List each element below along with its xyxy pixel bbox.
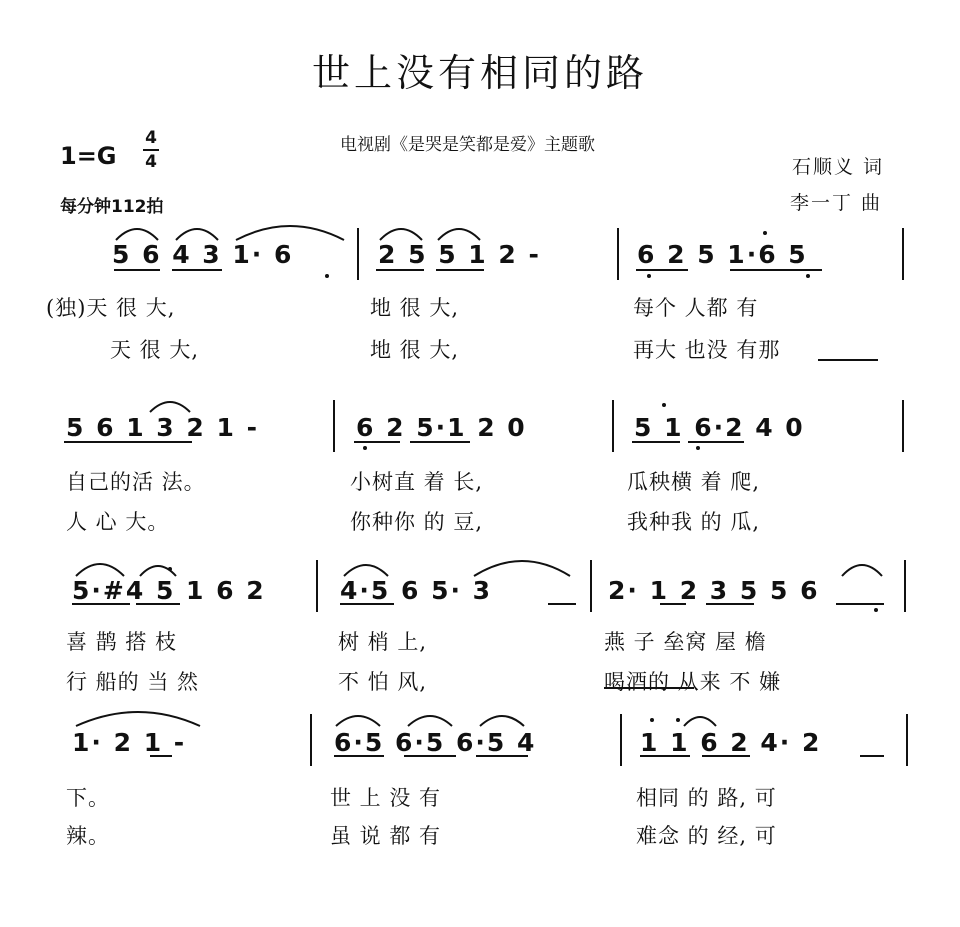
lyrics-r2-m1-v1: 自己的活 法。 (66, 470, 206, 494)
low-octave-dot (363, 446, 367, 450)
tempo-marking: 每分钟112拍 (60, 197, 164, 217)
lyrics-r1-m1-v1: (独)天 很 大, (46, 296, 176, 320)
notes-r2-m3: 5 1 6·2 4 0 (634, 413, 805, 442)
high-octave-dot (650, 718, 654, 722)
slur (150, 402, 190, 412)
notes-r1-m1: 5 6 4 3 1· 6 (112, 240, 294, 269)
lyrics-r1-m2-v1: 地 很 大, (370, 296, 460, 320)
key-signature: 1=G (60, 142, 117, 170)
lyrics-r4-m1-v2: 辣。 (66, 824, 110, 848)
lyrics-r3-m3-v1: 燕 子 垒窝 屋 檐 (604, 630, 767, 654)
notes-r3-m3: 2· 1 2 3 5 5 6 (608, 576, 820, 605)
lyrics-r3-m2-v2: 不 怕 风, (338, 670, 428, 694)
low-octave-dot (874, 608, 878, 612)
song-subtitle: 电视剧《是哭是笑都是爱》主题歌 (340, 135, 595, 155)
slur (116, 229, 158, 240)
slur (336, 716, 380, 726)
slur (76, 564, 124, 576)
lyrics-r3-m3-v2: 喝酒的 从来 不 嫌 (604, 670, 782, 694)
notes-r4-m1: 1· 2 1 - (72, 728, 187, 757)
lyrics-r4-m2-v2: 虽 说 都 有 (330, 824, 442, 848)
composer-credit: 李一丁 曲 (790, 192, 883, 214)
lyrics-r3-m2-v1: 树 梢 上, (338, 630, 428, 654)
lyrics-r2-m3-v1: 瓜秧横 着 爬, (627, 470, 761, 494)
notes-r4-m2: 6·5 6·5 6·5 4 (334, 728, 537, 757)
slur (344, 565, 388, 576)
low-octave-dot (806, 274, 810, 278)
notes-r3-m2: 4·5 6 5· 3 (340, 576, 493, 605)
lyrics-r3-m1-v2: 行 船的 当 然 (66, 670, 200, 694)
slur (684, 717, 716, 726)
high-octave-dot (662, 403, 666, 407)
lyrics-r1-m1-v2: 天 很 大, (110, 338, 200, 362)
time-signature-bottom: 4 (145, 152, 157, 172)
low-octave-dot (647, 274, 651, 278)
lyrics-r1-m3-v1: 每个 人都 有 (633, 296, 759, 320)
time-signature-top: 4 (145, 128, 157, 148)
notes-r1-m3: 6 2 5 1·6 5 (637, 240, 808, 269)
notes-r2-m1: 5 6 1 3 2 1 - (66, 413, 259, 442)
song-title: 世上没有相同的路 (311, 51, 648, 95)
slur (474, 561, 570, 576)
high-octave-dot (676, 718, 680, 722)
lyricist-credit: 石顺义 词 (792, 156, 885, 178)
lyrics-r4-m2-v1: 世 上 没 有 (330, 786, 442, 810)
lyrics-r1-m2-v2: 地 很 大, (370, 338, 460, 362)
lyrics-r2-m1-v2: 人 心 大。 (66, 510, 170, 534)
notes-r2-m2: 6 2 5·1 2 0 (356, 413, 527, 442)
lyrics-r4-m3-v2: 难念 的 经, 可 (636, 824, 777, 848)
lyrics-r2-m2-v2: 你种你 的 豆, (350, 510, 484, 534)
slur (176, 229, 218, 240)
slur (408, 716, 452, 726)
lyrics-r1-m3-v2: 再大 也没 有那 (633, 338, 781, 362)
slur (438, 229, 480, 240)
notes-r4-m3: 1 1 6 2 4· 2 (640, 728, 822, 757)
high-octave-dot (168, 567, 172, 571)
lyrics-r3-m1-v1: 喜 鹊 搭 枝 (66, 630, 178, 654)
lyrics-r4-m3-v1: 相同 的 路, 可 (636, 786, 777, 810)
lyrics-r4-m1-v1: 下。 (66, 786, 110, 810)
low-octave-dot (325, 274, 329, 278)
lyrics-r2-m2-v1: 小树直 着 长, (350, 470, 484, 494)
slur (76, 712, 200, 726)
notes-r3-m1: 5·#4 5 1 6 2 (72, 576, 266, 605)
lyrics-r2-m3-v2: 我种我 的 瓜, (627, 510, 761, 534)
slur (380, 229, 422, 240)
low-octave-dot (696, 446, 700, 450)
high-octave-dot (763, 231, 767, 235)
notes-r1-m2: 2 5 5 1 2 - (378, 240, 541, 269)
slur (842, 565, 882, 576)
slur (236, 226, 344, 240)
slur (480, 716, 524, 726)
